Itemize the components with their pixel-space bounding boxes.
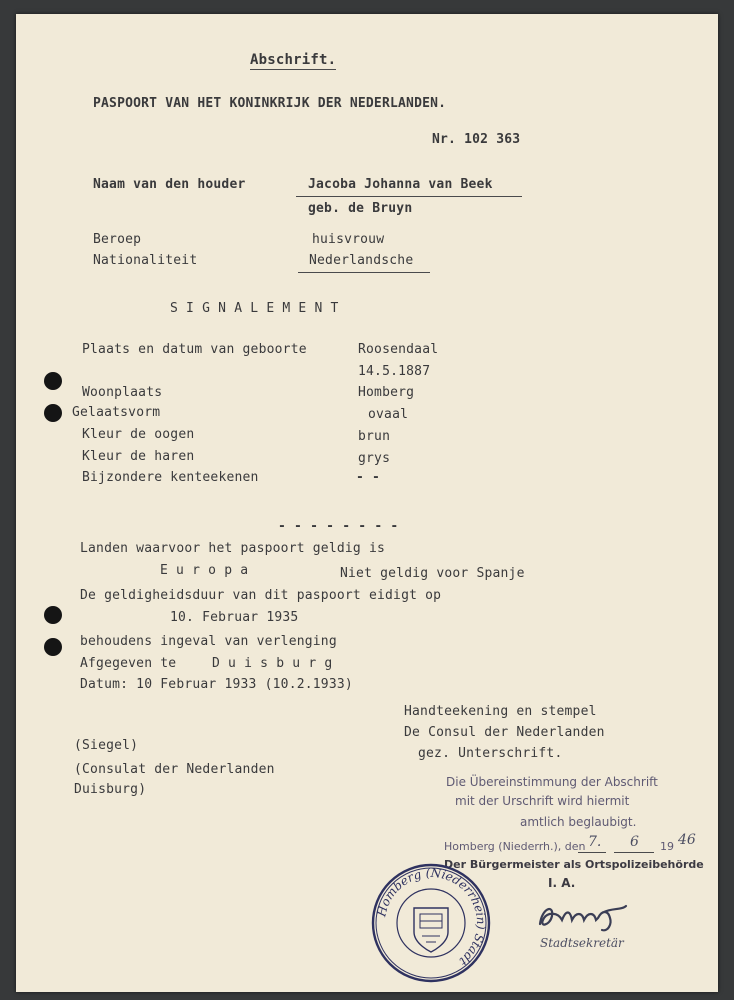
name-underline — [296, 196, 522, 197]
nationality-value: Nederlandsche — [309, 253, 414, 268]
countries-label: Landen waarvoor het paspoort geldig is — [80, 541, 386, 556]
face-label: Gelaatsvorm — [72, 405, 161, 420]
month-line — [614, 852, 654, 853]
city-seal — [370, 862, 492, 984]
face-value: ovaal — [368, 407, 409, 422]
handwritten-signature — [532, 898, 632, 936]
duration-label: De geldigheidsduur van dit paspoort eidigt op — [80, 588, 442, 603]
eyes-value: brun — [358, 429, 391, 444]
punch-hole — [44, 404, 62, 422]
occupation-label: Beroep — [93, 232, 142, 247]
nationality-label: Nationaliteit — [93, 253, 198, 268]
not-valid-note: Niet geldig voor Spanje — [340, 566, 525, 581]
issued-label: Afgegeven te — [80, 656, 177, 671]
document-page — [16, 14, 718, 992]
certification-year-prefix: 19 — [660, 840, 674, 853]
section-divider: - - - - - - - - — [278, 519, 399, 534]
hair-value: grys — [358, 451, 391, 466]
certification-on-behalf: I. A. — [548, 876, 576, 890]
name-label: Naam van den houder — [93, 177, 246, 192]
signature-line-2: De Consul der Nederlanden — [404, 725, 605, 740]
description-heading: S I G N A L E M E N T — [170, 301, 339, 316]
certification-line-3: amtlich beglaubigt. — [520, 815, 637, 829]
certification-authority: Der Bürgermeister als Ortspolizeibehörde — [444, 858, 704, 871]
marks-value: - - — [356, 470, 381, 485]
birth-place: Roosendaal — [358, 342, 439, 357]
birth-label: Plaats en datum van geboorte — [82, 342, 307, 357]
certification-year: 46 — [678, 832, 696, 848]
marks-label: Bijzondere kenteekenen — [82, 470, 259, 485]
nationality-underline — [298, 272, 430, 273]
certification-day: 7. — [588, 834, 602, 850]
certification-place: Homberg (Niederrh.), den — [444, 840, 586, 853]
issue-date: Datum: 10 Februar 1933 (10.2.1933) — [80, 677, 353, 692]
birth-date: 14.5.1887 — [358, 364, 431, 379]
svg-text:Homberg (Niederrhein) Stadt: Homberg (Niederrhein) Stadt — [374, 865, 489, 969]
signature-title: Stadtsekretär — [540, 936, 624, 950]
name-value: Jacoba Johanna van Beek — [308, 177, 493, 192]
certification-month: 6 — [630, 834, 639, 850]
extension-note: behoudens ingeval van verlenging — [80, 634, 337, 649]
issued-place: D u i s b u r g — [212, 656, 333, 671]
passport-number: Nr. 102 363 — [432, 132, 521, 147]
occupation-value: huisvrouw — [312, 232, 385, 247]
countries-value: E u r o p a — [160, 563, 249, 578]
hair-label: Kleur de haren — [82, 449, 195, 464]
seal-note-line-3: Duisburg) — [74, 782, 147, 797]
signature-line-3: gez. Unterschrift. — [418, 746, 563, 761]
passport-title: PASPOORT VAN HET KONINKRIJK DER NEDERLANDEN. — [93, 96, 447, 111]
seal-note-line-1: (Siegel) — [74, 738, 139, 753]
eyes-label: Kleur de oogen — [82, 427, 195, 442]
residence-value: Homberg — [358, 385, 415, 400]
copy-label: Abschrift. — [250, 52, 337, 68]
certification-line-1: Die Übereinstimmung der Abschrift — [446, 775, 658, 789]
seal-note-line-2: (Consulat der Nederlanden — [74, 762, 275, 777]
punch-hole — [44, 638, 62, 656]
expiry-date: 10. Februar 1935 — [170, 610, 299, 625]
maiden-name: geb. de Bruyn — [308, 201, 413, 216]
signature-line-1: Handteekening en stempel — [404, 704, 597, 719]
residence-label: Woonplaats — [82, 385, 163, 400]
day-line — [578, 852, 606, 853]
punch-hole — [44, 372, 62, 390]
punch-hole — [44, 606, 62, 624]
certification-line-2: mit der Urschrift wird hiermit — [455, 794, 630, 808]
